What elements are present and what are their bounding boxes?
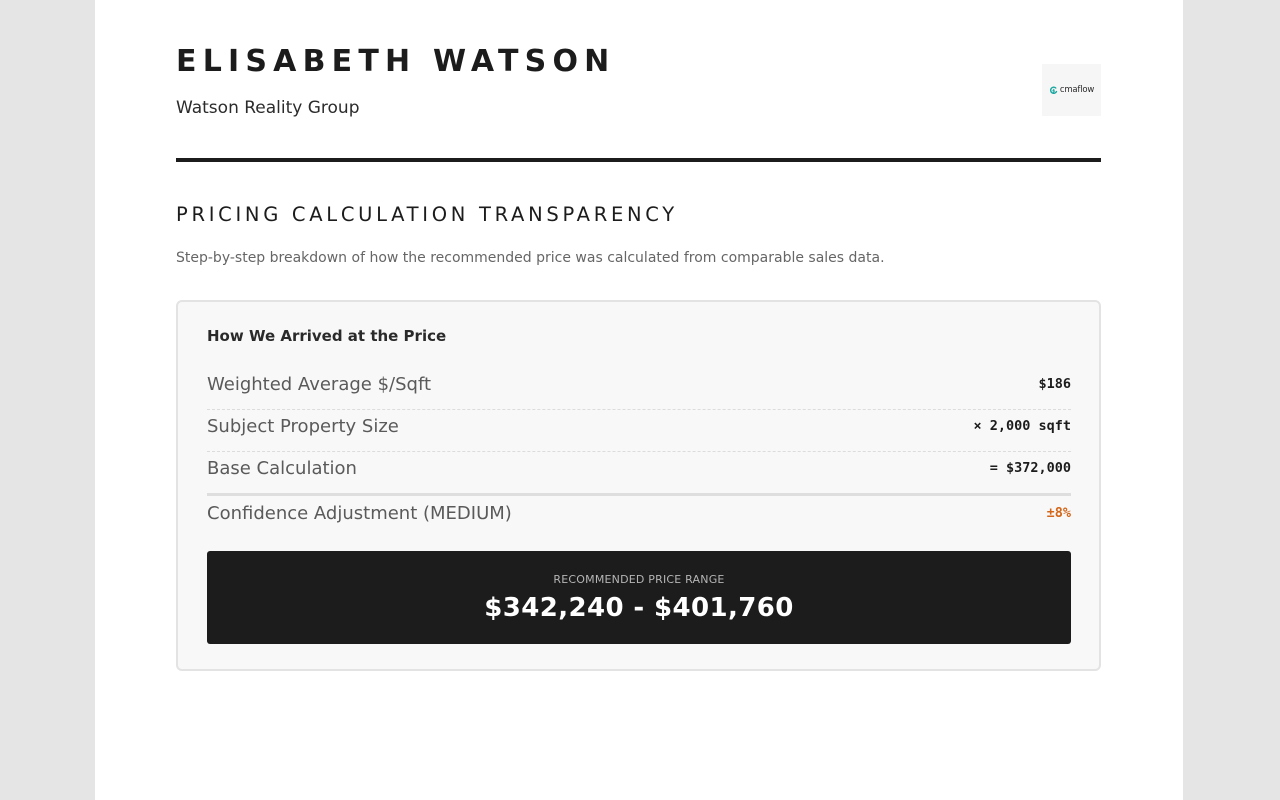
row-value: = $372,000 [989,460,1071,476]
row-value: × 2,000 sqft [973,418,1071,434]
calculation-heading: How We Arrived at the Price [207,327,447,345]
cmaflow-logo-icon [1049,86,1058,95]
calc-row-weighted-average [207,367,1071,410]
recommended-price-panel [207,551,1071,644]
agency-name: Watson Reality Group [176,98,360,118]
calc-row-property-size [207,409,1071,452]
row-label: Confidence Adjustment (MEDIUM) [207,503,512,524]
adjustment-value: ±8% [1046,505,1071,521]
section-title: PRICING CALCULATION TRANSPARENCY [176,203,678,226]
recommended-price-value: $342,240 - $401,760 [484,593,794,623]
report-page [95,0,1183,800]
header-divider [176,158,1101,162]
row-label: Subject Property Size [207,416,399,437]
row-label: Weighted Average $/Sqft [207,374,432,395]
section-subtitle: Step-by-step breakdown of how the recommended price was calculated from comparable sales data. [176,250,885,266]
company-logo [1042,64,1101,116]
row-value: $186 [1038,376,1071,392]
agent-name: ELISABETH WATSON [176,44,616,79]
recommended-price-label: RECOMMENDED PRICE RANGE [553,573,725,586]
calc-row-confidence-adjustment [207,496,1071,538]
logo-text: cmaflow [1059,85,1095,95]
calc-row-base-calculation [207,451,1071,496]
row-label: Base Calculation [207,458,357,479]
